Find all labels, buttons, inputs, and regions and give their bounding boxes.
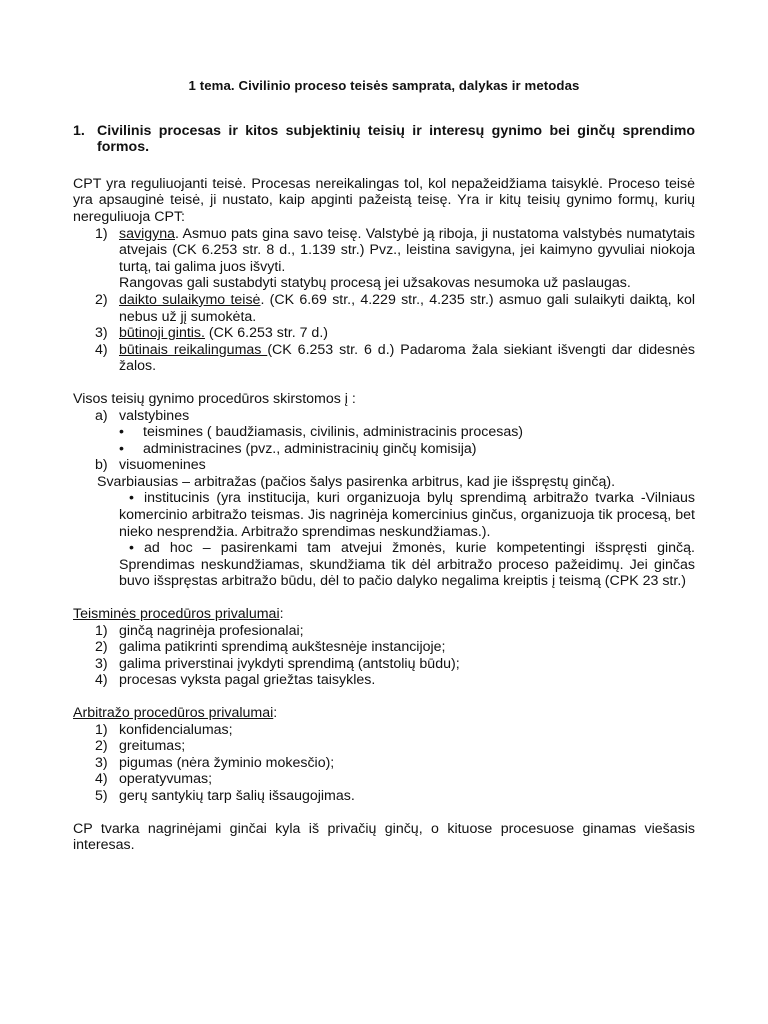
- underlined-term: būtinoji gintis.: [119, 325, 205, 342]
- list-number: 2): [95, 639, 108, 656]
- list-text: greitumas;: [119, 738, 186, 755]
- list-letter: b): [95, 457, 108, 474]
- document-title: 1 tema. Civilinio proceso teisės samprata, dalykas ir metodas: [188, 78, 580, 93]
- underlined-term: daikto sulaikymo teisė: [119, 291, 261, 308]
- list-text: operatyvumas;: [119, 771, 213, 788]
- underlined-term: būtinais reikalingumas: [119, 341, 268, 358]
- list-text: visuomenines: [119, 457, 206, 474]
- list-text: ginčą nagrinėja profesionalai;: [119, 622, 304, 639]
- list-item-social: [73, 457, 695, 474]
- list-text: [119, 226, 695, 276]
- list-item: [73, 656, 695, 673]
- arbitration-advantages-title-text: Arbitražo procedūros privalumai: [73, 705, 274, 721]
- list-text: konfidencialumas;: [119, 721, 233, 738]
- conclusion-paragraph: CP tvarka nagrinėjami ginčai kyla iš privačių ginčų, o kituose procesuose ginamas viešasis interesas.: [73, 820, 695, 854]
- term-description: (CK 6.253 str. 7 d.): [204, 325, 328, 342]
- list-item-continuation: Rangovas gali sustabdyti statybų procesą jei užsakovas nesumoka už paslaugas.: [119, 275, 631, 292]
- list-number: 1): [95, 225, 108, 242]
- term-description: . (CK 6.69 str., 4.229 str., 4.235 str.) asmuo gali sulaikyti daiktą, kol nebus už jį sumokėta.: [119, 291, 695, 325]
- list-item-form-2: [73, 292, 695, 325]
- intro-paragraph: CPT yra reguliuojanti teisė. Procesas nereikalingas tol, kol nepažeidžiama taisyklė. Proceso teisė yra apsauginė teisė, ji nustato, kaip apginti pažeistą teisę. Yra ir kitų teisių gynimo formų, kurių nereguliuoja CPT:: [73, 175, 695, 225]
- list-item-state: [73, 408, 695, 425]
- list-text: galima patikrinti sprendimą aukštesnėje instancijoje;: [119, 639, 446, 656]
- list-text: procesas vyksta pagal griežtas taisykles.: [119, 672, 376, 689]
- list-item: [73, 672, 695, 689]
- list-number: 4): [95, 672, 108, 689]
- list-item-form-4: [73, 342, 695, 375]
- list-item: [73, 788, 695, 805]
- list-number: 5): [95, 787, 108, 804]
- list-item: [73, 623, 695, 640]
- list-text: [119, 342, 695, 375]
- list-text: gerų santykių tarp šalių išsaugojimas.: [119, 787, 355, 804]
- document-page: [73, 78, 695, 854]
- list-number: 3): [95, 325, 108, 342]
- list-text: [119, 292, 695, 325]
- arbitration-line: Svarbiausias – arbitražas (pačios šalys pasirenka arbitrus, kad jie išspręstų ginčą).: [97, 473, 616, 490]
- bullet-icon: •: [119, 440, 124, 457]
- list-text: galima priverstinai įvykdyti sprendimą (antstolių būdu);: [119, 655, 460, 672]
- list-number: 4): [95, 771, 108, 788]
- bullet-paragraph: [73, 540, 695, 590]
- section-heading-text: Civilinis procesas ir kitos subjektinių teisių ir interesų gynimo bei ginčų sprendimo formos.: [97, 122, 695, 156]
- list-number: 1): [95, 721, 108, 738]
- section-heading: [73, 123, 695, 156]
- arbitration-advantages-title: [73, 705, 695, 722]
- colon: :: [273, 705, 278, 721]
- list-item-form-1: [73, 226, 695, 276]
- list-text: pigumas (nėra žyminio mokesčio);: [119, 754, 335, 771]
- procedures-intro: Visos teisių gynimo procedūros skirstomos į :: [73, 390, 356, 407]
- list-item: [73, 771, 695, 788]
- list-letter: a): [95, 407, 108, 424]
- list-item: [73, 755, 695, 772]
- bullet-text: ad hoc – pasirenkami tam atvejui žmonės, kurie kompetentingi išspręsti ginčą. Sprendimas neskundžiamas, skundžiama tik dėl arbitražo proceso pažeidimų. Jei ginčas buvo išspręstas arbitražo būdu, dėl to pačio dalyko negalima kreiptis į teismą (CPK 23 str.): [119, 540, 695, 590]
- bullet-item: [73, 424, 695, 441]
- bullet-icon: •: [119, 424, 124, 441]
- bullet-item: [73, 441, 695, 458]
- list-number: 3): [95, 655, 108, 672]
- term-description: (CK 6.253 str. 6 d.) Padaroma žala siekiant išvengti dar didesnės žalos.: [119, 341, 695, 375]
- list-text: [119, 325, 695, 342]
- bullet-paragraph: [73, 490, 695, 540]
- list-item: [73, 738, 695, 755]
- court-advantages-title-text: Teisminės procedūros privalumai: [73, 606, 280, 623]
- colon: :: [279, 606, 284, 623]
- bullet-text: institucinis (yra institucija, kuri organizuoja bylų sprendimą arbitražo tvarka -Vilniaus komercinio arbitražo teismas. Jis nagrinėja komercinius ginčus, organizuoja tik procesą, bet nieko nesprendžia. Arbitražo sprendimas neskundžiamas.).: [119, 490, 695, 540]
- bullet-text: teismines ( baudžiamasis, civilinis, administracinis procesas): [143, 424, 524, 441]
- list-number: 1): [95, 622, 108, 639]
- list-text: valstybines: [119, 407, 190, 424]
- list-item: [73, 722, 695, 739]
- list-item-form-3: [73, 325, 695, 342]
- bullet-text: administracines (pvz., administracinių ginčų komisija): [143, 440, 477, 457]
- underlined-term: savigyna: [119, 225, 175, 242]
- section-number: 1.: [73, 122, 85, 139]
- list-number: 2): [95, 738, 108, 755]
- list-item: [73, 639, 695, 656]
- list-number: 3): [95, 754, 108, 771]
- bullet-icon: •: [129, 540, 134, 557]
- list-number: 4): [95, 341, 108, 358]
- term-description: . Asmuo pats gina savo teisę. Valstybė ją riboja, ji nustatoma valstybės numatytais atvejais (CK 6.253 str. 8 d., 1.139 str.) Pvz., leistina savigyna, jei kaimyno gyvuliai niokoja turtą, tai galima juos išvyti.: [119, 225, 695, 275]
- bullet-icon: •: [129, 490, 134, 507]
- court-advantages-title: [73, 606, 695, 623]
- list-number: 2): [95, 291, 108, 308]
